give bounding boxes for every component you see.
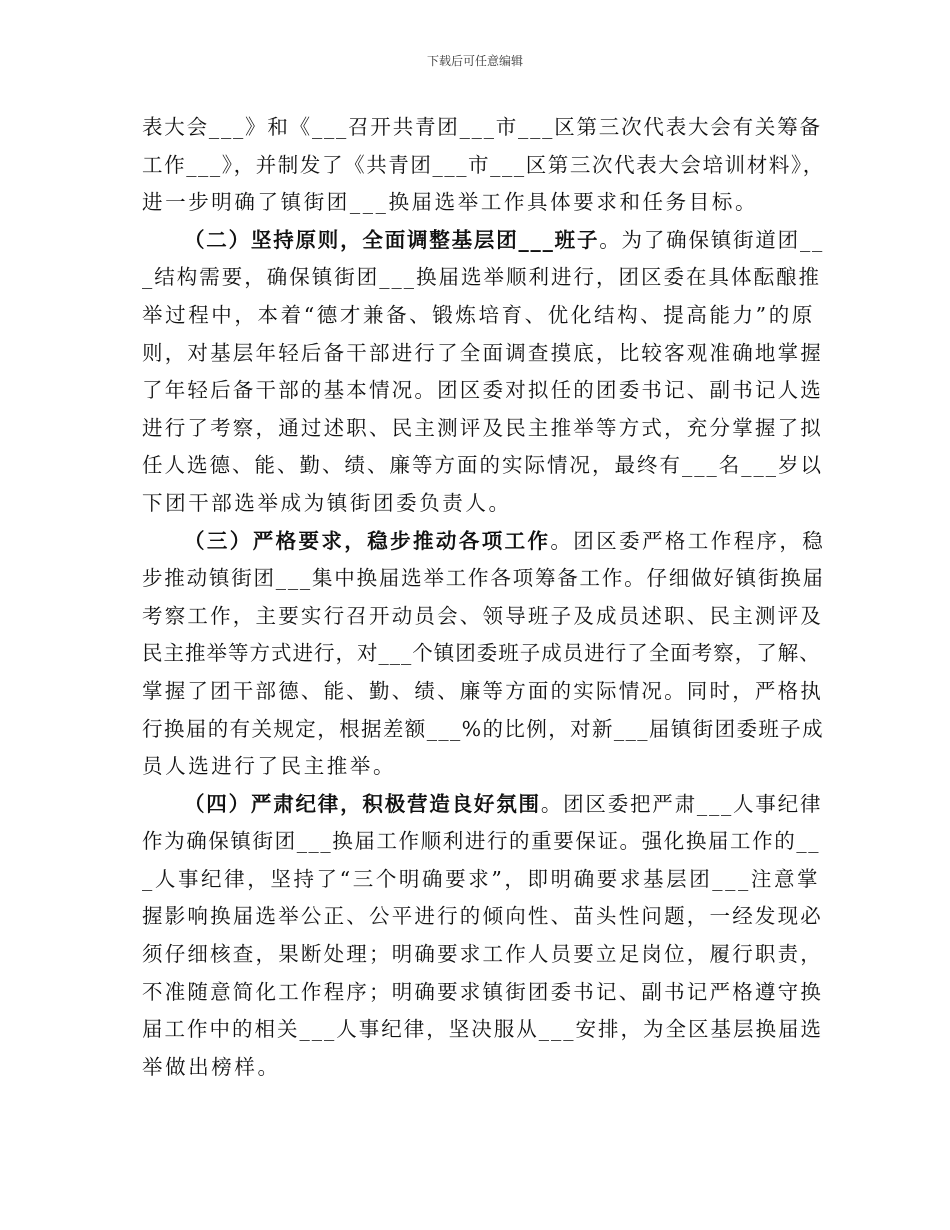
text-line: 行换届的有关规定，根据差额___%的比例，对新___届镇街团委班子成 bbox=[142, 716, 825, 741]
text-line bbox=[142, 523, 826, 561]
paragraph-3 bbox=[142, 523, 826, 786]
text-line: 进行了考察，通过述职、民主测评及民主推举等方式，充分掌握了拟 bbox=[142, 415, 823, 440]
paragraph-4 bbox=[142, 786, 826, 1087]
text-line: 任人选德、能、勤、绩、廉等方面的实际情况，最终有___名___岁以 bbox=[142, 453, 823, 478]
text-line: 进一步明确了镇街团___换届选举工作具体要求和任务目标。 bbox=[142, 190, 759, 215]
text-line: 下团干部选举成为镇街团委负责人。 bbox=[142, 490, 512, 515]
text-line bbox=[142, 786, 826, 824]
text-line: 员人选进行了民主推举。 bbox=[142, 754, 397, 779]
text-line: _人事纪律，坚持了“三个明确要求”，即明确要求基层团___注意掌 bbox=[142, 866, 821, 891]
text-line: _结构需要，确保镇街团___换届选举顺利进行，团区委在具体酝酿推 bbox=[142, 265, 821, 290]
text-line: 表大会___》和《___召开共青团___市___区第三次代表大会有关筹备 bbox=[142, 115, 822, 139]
text-line: 届工作中的相关___人事纪律，坚决服从___安排，为全区基层换届选 bbox=[142, 1017, 823, 1042]
text-run: 。团区委严格工作程序，稳 bbox=[550, 528, 826, 553]
text-line: 作为确保镇街团___换届工作顺利进行的重要保证。强化换届工作的__ bbox=[142, 829, 821, 854]
text-run: 。为了确保镇街道团__ bbox=[599, 227, 825, 252]
text-line bbox=[142, 222, 826, 260]
text-line: 了年轻后备干部的基本情况。团区委对拟任的团委书记、副书记人选 bbox=[142, 378, 823, 403]
text-line: 考察工作，主要实行召开动员会、领导班子及成员述职、民主测评及 bbox=[142, 603, 823, 628]
text-run: 。团区委把严肃___人事纪律 bbox=[540, 791, 823, 816]
text-line: 不准随意简化工作程序；明确要求镇街团委书记、副书记严格遵守换 bbox=[142, 979, 823, 1004]
text-line: 须仔细核查，果断处理；明确要求工作人员要立足岗位，履行职责， bbox=[142, 942, 823, 967]
text-line: 掌握了团干部德、能、勤、绩、廉等方面的实际情况。同时，严格执 bbox=[142, 678, 823, 703]
section-heading: （二）坚持原则，全面调整基层团___班子 bbox=[184, 227, 600, 252]
text-line: 工作___》，并制发了《共青团___市___区第三次代表大会培训材料》， bbox=[142, 152, 825, 177]
text-line: 则，对基层年轻后备干部进行了全面调查摸底，比较客观准确地掌握 bbox=[142, 340, 823, 365]
section-heading: （四）严肃纪律，积极营造良好氛围 bbox=[184, 791, 541, 816]
paragraph-1 bbox=[142, 109, 826, 222]
text-line: 民主推举等方式进行，对___个镇团委班子成员进行了全面考察，了解、 bbox=[142, 641, 821, 666]
text-line: 举做出榜样。 bbox=[142, 1054, 281, 1079]
section-heading: （三）严格要求，稳步推动各项工作 bbox=[184, 528, 551, 553]
text-line: 步推动镇街团___集中换届选举工作各项筹备工作。仔细做好镇街换届 bbox=[142, 566, 825, 591]
page-header: 下载后可任意编辑 bbox=[426, 54, 523, 68]
paragraph-2 bbox=[142, 222, 826, 523]
text-line: 握影响换届选举公正、公平进行的倾向性、苗头性问题，一经发现必 bbox=[142, 904, 823, 929]
text-line: 举过程中，本着“德才兼备、锻炼培育、优化结构、提高能力”的原 bbox=[142, 302, 815, 327]
document-body bbox=[142, 109, 826, 1086]
